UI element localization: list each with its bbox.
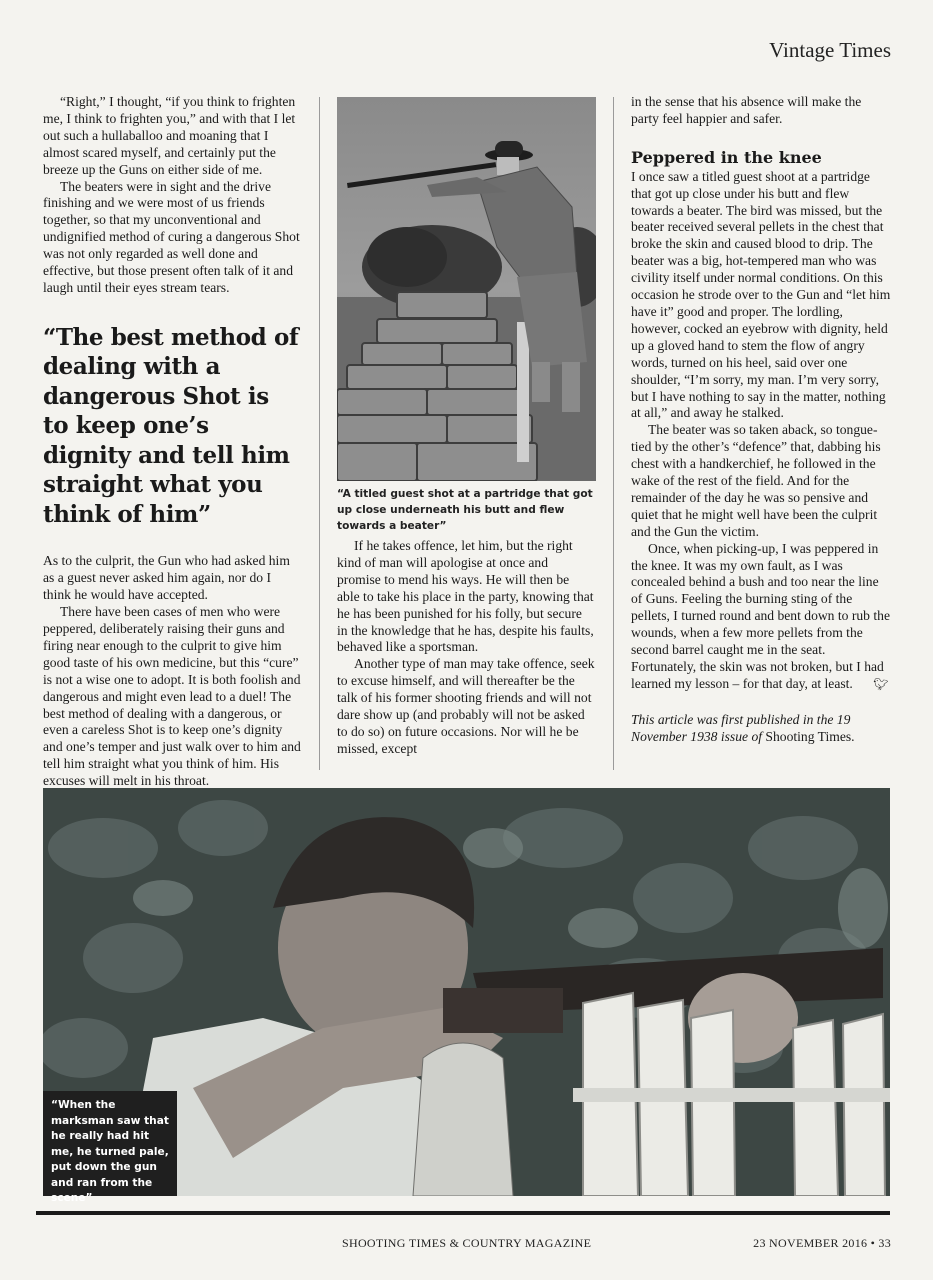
body-paragraph: I once saw a titled guest shoot at a partridge that got up close under his butt and flew towards a beater. The bird was missed, but the beater received several pellets in the chest that broke the skin and caused blood to drip. The beater was a big, hot-tempered man who was civility itself under normal conditions. On this occasion he strode over to the Gun and “let him have it” good and proper. The lordling, however, cocked an eyebrow with dignity, held up a gloved hand to stem the flow of angry words, turned on his heel, said over one shoulder, “I’m sorry, my man. I’m very sorry, but I have nothing to say in the matter, nothing at all,” and away he stalked. xyxy=(631,168,891,421)
photo-guest-shooting-image xyxy=(337,97,596,481)
pull-quote: “The best method of dealing with a dangerous Shot is to keep one’s dignity and tell him straight what you think of him” xyxy=(43,323,299,528)
body-paragraph: As to the culprit, the Gun who had asked him as a guest never asked him again, nor do I think he would have accepted. xyxy=(43,553,290,603)
footer-magazine-name: SHOOTING TIMES & COUNTRY MAGAZINE xyxy=(342,1236,592,1250)
publication-name: Shooting Times. xyxy=(765,728,855,744)
body-paragraph: “Right,” I thought, “if you think to frighten me, I think to frighten you,” and with that I let out such a hullaballoo and moaning that I almost scared myself, and certainly put the breeze up the Guns on either side of me. xyxy=(43,94,296,177)
column-divider xyxy=(319,97,320,770)
publication-note xyxy=(631,712,891,746)
article-column-3 xyxy=(631,94,891,746)
subheading: Peppered in the knee xyxy=(631,147,822,167)
publication-note-text: This article was first published in the 19 November 1938 issue of xyxy=(631,711,851,744)
body-paragraph: Another type of man may take offence, seek to excuse himself, and will thereafter be the talk of his former shooting friends and will not dare show up (and probably will not be asked to do so) on future occasions. Nor will he be missed, except xyxy=(337,656,595,756)
body-paragraph: in the sense that his absence will make the party feel happier and safer. xyxy=(631,94,862,126)
body-paragraph xyxy=(631,541,891,693)
body-paragraph: If he takes offence, let him, but the right kind of man will apologise at once and promise to mend his ways. He will then be able to take his place in the party, knowing that he has been punished for his folly, but secure in the knowledge that he has, despite his faults, behaved like a sportsman. xyxy=(337,538,594,655)
body-paragraph-text: Once, when picking-up, I was peppered in the knee. It was my own fault, as I was concealed behind a bush and too near the line of Guns. Feeling the burning sting of the pellets, I turned round and bent down to rub the wounds, when a few more pellets from the second barrel caught me in the seat. Fortunately, the skin was not broken, but I had learned my lesson – for that day, at least. xyxy=(631,540,890,691)
bird-end-mark-icon: 🐦︎ xyxy=(873,676,889,691)
body-paragraph: There have been cases of men who were peppered, deliberately raising their guns and firing near enough to the culprit to give him good taste of his own medicine, but this “cure” is not a wise one to adopt. It is both foolish and dangerous and might even lead to a duel! The best method of dealing with a dangerous, or even a careless Shot is to keep one’s dignity and one’s temper and just walk over to him and tell him straight what you think of him. His excuses will melt in his throat. xyxy=(43,604,301,789)
article-column-2 xyxy=(337,538,595,758)
article-column-1 xyxy=(43,94,301,790)
bottom-photo-caption: “When the marksman saw that he really had hit me, he turned pale, put down the gun and ran from the scene” xyxy=(43,1091,177,1196)
column-divider xyxy=(613,97,614,770)
footer-date-page: 23 NOVEMBER 2016 • 33 xyxy=(753,1236,891,1250)
photo-caption: “A titled guest shot at a partridge that got up close underneath his butt and flew towards a beater” xyxy=(337,488,593,532)
photo-guest-shooting xyxy=(337,97,596,481)
body-paragraph: The beater was so taken aback, so tongue-tied by the other’s “defence” that, dabbing his chest with a handkerchief, he followed in the wake of the rest of the field. And for the remainder of the day he was so pensive and quiet that he might well have been the culprit and the Gun the victim. xyxy=(631,422,881,539)
section-title: Vintage Times xyxy=(769,38,891,62)
body-paragraph: The beaters were in sight and the drive finishing and we were most of us friends together, so that my unconventional and undignified method of curing a dangerous Shot was not only regarded as well done and effective, but those present often talk of it and laugh until their eyes stream tears. xyxy=(43,178,300,295)
footer-rule xyxy=(36,1211,890,1215)
